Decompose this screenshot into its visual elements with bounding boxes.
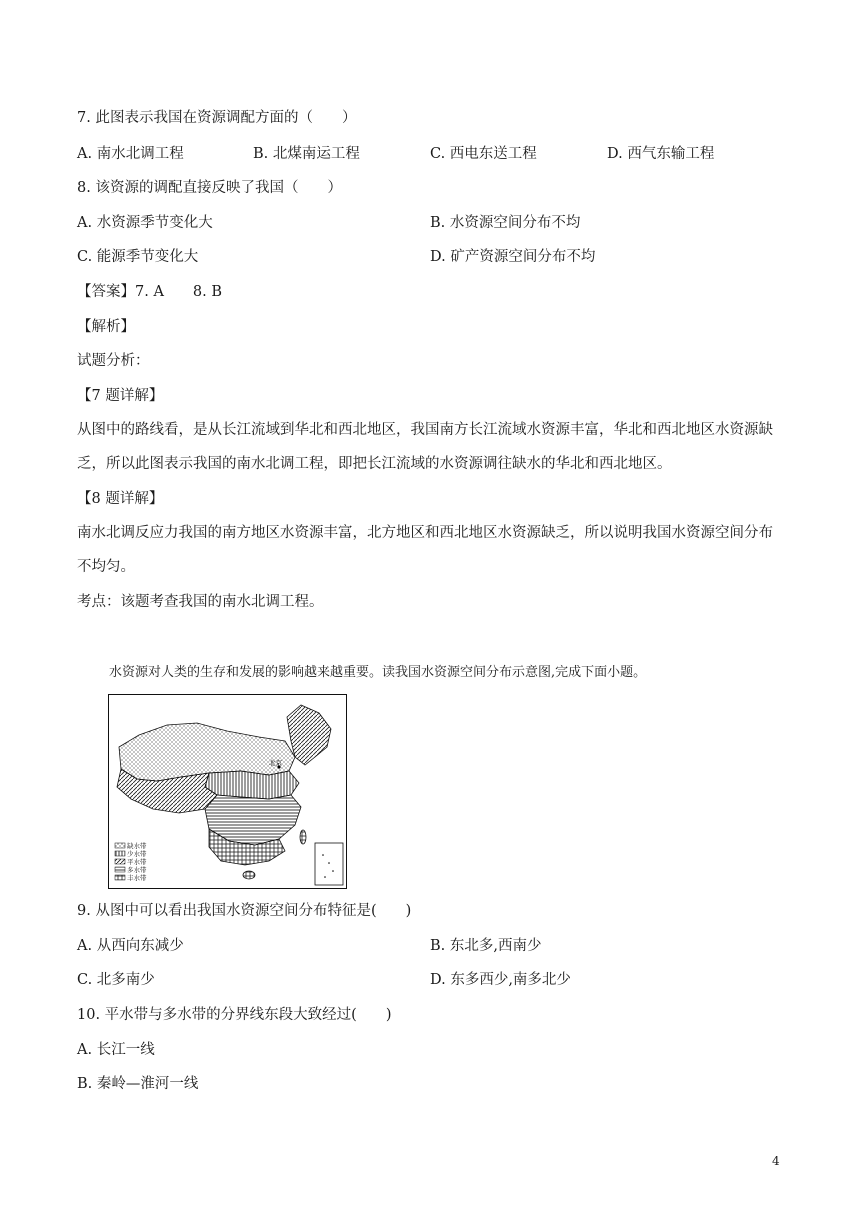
q8-stem: 8. 该资源的调配直接反映了我国（ ）: [77, 180, 342, 196]
q9-option-a: A. 从西向东减少: [77, 938, 184, 954]
legend-item-high: 多水带: [127, 866, 147, 874]
q8-option-d: D. 矿产资源空间分布不均: [430, 249, 596, 265]
q7-detail-heading: 【7 题详解】: [77, 388, 164, 404]
q7-stem: 7. 此图表示我国在资源调配方面的（ ）: [77, 110, 357, 126]
q9-option-c: C. 北多南少: [77, 972, 155, 988]
page-number: 4: [772, 1154, 780, 1168]
passage-text: 水资源对人类的生存和发展的影响越来越重要。读我国水资源空间分布示意图,完成下面小题。: [109, 665, 647, 680]
beijing-label: 北京: [269, 759, 282, 767]
q7-option-d: D. 西气东输工程: [607, 146, 715, 162]
answer-text: 7. A 8. B: [135, 284, 223, 300]
legend-item-dry: 缺水带: [127, 842, 147, 850]
q10-option-a: A. 长江一线: [77, 1042, 155, 1058]
china-map-illustration: [109, 695, 345, 887]
q7-detail-text: 从图中的路线看，是从长江流域到华北和西北地区，我国南方长江流域水资源丰富，华北和西北地区水资源缺乏，所以此图表示我国的南水北调工程，即把长江流域的水资源调往缺水的华北和西北地区。: [77, 422, 773, 472]
q7-option-a: A. 南水北调工程: [77, 146, 184, 162]
q9-option-b: B. 东北多,西南少: [430, 938, 542, 954]
analysis-intro: 试题分析：: [77, 353, 150, 369]
analysis-tag: 【解析】: [77, 319, 135, 335]
legend-item-abundant: 丰水带: [127, 874, 147, 882]
answer-tag: 【答案】: [77, 284, 135, 300]
q8-option-b: B. 水资源空间分布不均: [430, 215, 581, 231]
q7-option-b: B. 北煤南运工程: [253, 146, 360, 162]
q8-detail-heading: 【8 题详解】: [77, 491, 164, 507]
key-point: 考点：该题考查我国的南水北调工程。: [77, 594, 324, 610]
q10-option-b: B. 秦岭—淮河一线: [77, 1076, 199, 1092]
q7-option-c: C. 西电东送工程: [430, 146, 537, 162]
legend-item-medium: 平水带: [127, 858, 147, 866]
q8-detail-text: 南水北调反应力我国的南方地区水资源丰富，北方地区和西北地区水资源缺乏，所以说明我国水资源空间分布不均匀。: [77, 525, 773, 575]
legend-item-low: 少水带: [127, 850, 147, 858]
q9-option-d: D. 东多西少,南多北少: [430, 972, 571, 988]
q8-option-c: C. 能源季节变化大: [77, 249, 199, 265]
q9-stem: 9. 从图中可以看出我国水资源空间分布特征是( ): [77, 903, 412, 919]
q10-stem: 10. 平水带与多水带的分界线东段大致经过( ): [77, 1007, 392, 1023]
answer-line: [77, 282, 222, 302]
water-resources-map: [108, 694, 347, 889]
q8-option-a: A. 水资源季节变化大: [77, 215, 213, 231]
